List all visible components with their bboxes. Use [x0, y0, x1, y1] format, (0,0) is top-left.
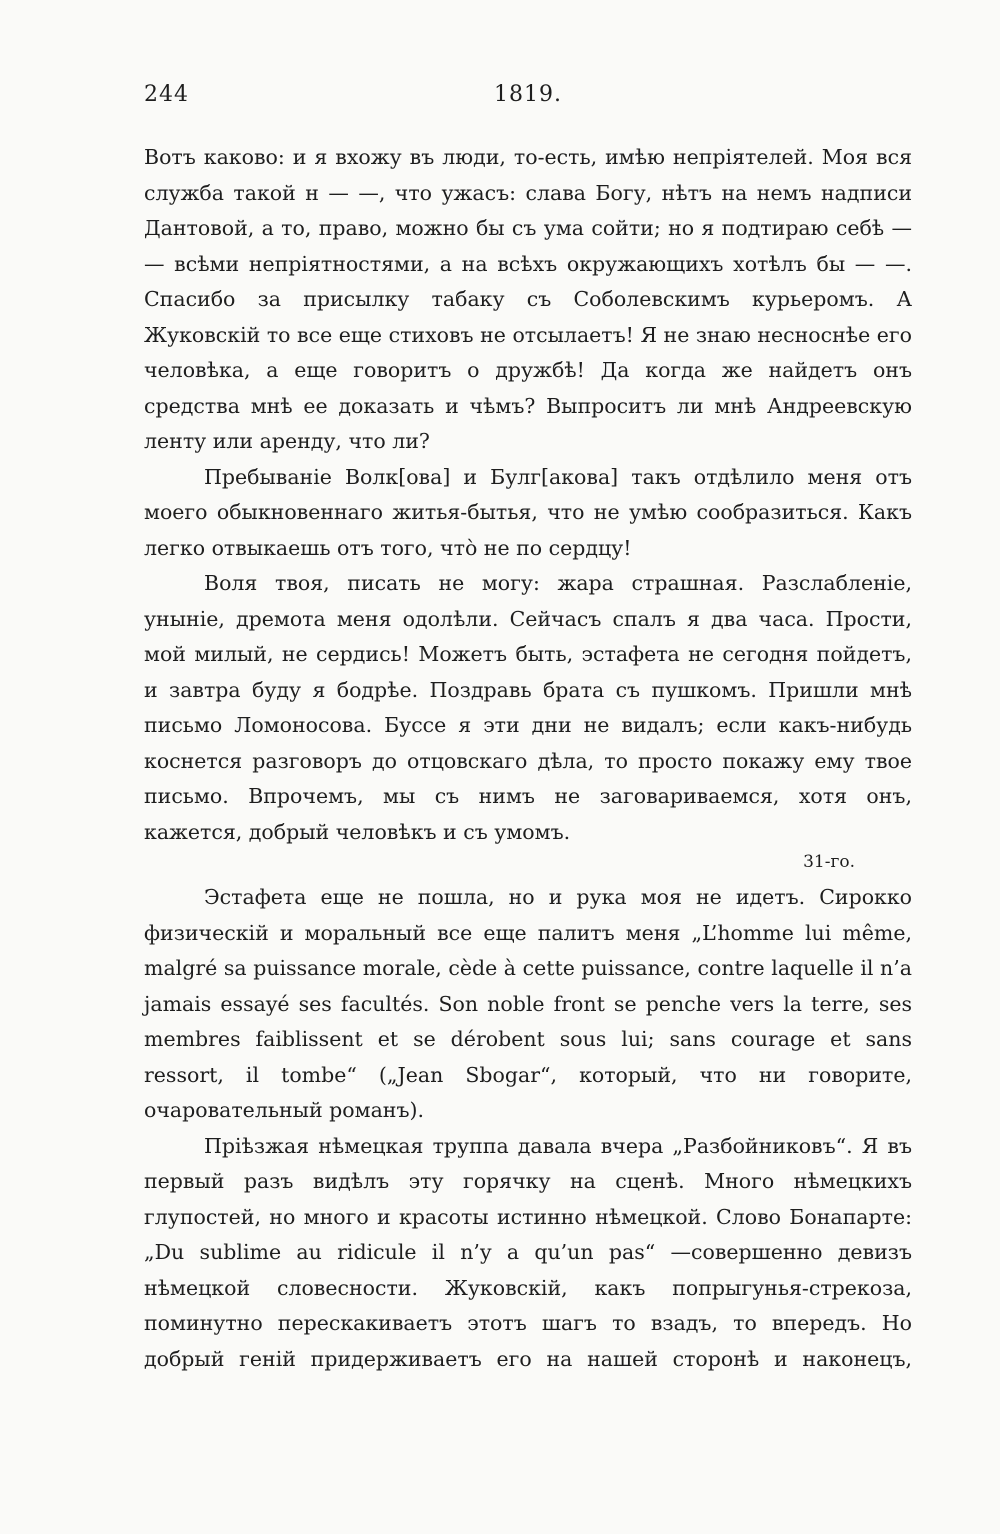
page-header [144, 82, 914, 118]
letter-text-block [144, 880, 912, 1377]
paragraph: Вотъ каково: и я вхожу въ люди, то-есть, имѣю непріятелей. Моя вся служба такой н — —, что ужасъ: слава Богу, нѣтъ на немъ надписи Дантовой, а то, право, можно бы съ ума сойти; но я подтираю себѣ — — всѣми непріятностями, а на всѣхъ окружающихъ хотѣлъ бы — —. Спасибо за присылку табаку съ Соболевскимъ курьеромъ. А Жуковскій то все еще стиховъ не отсылаетъ! Я не знаю несноснѣе его человѣка, а еще говоритъ о дружбѣ! Да когда же найдетъ онъ средства мнѣ ее доказать и чѣмъ? Выпроситъ ли мнѣ Андреевскую ленту или аренду, что ли? [144, 145, 912, 453]
paragraph: Пребываніе Волк[ова] и Булг[акова] такъ отдѣлило меня отъ моего обыкновеннаго житья-бытья, что не умѣю сообразиться. Какъ легко отвыкаешь отъ того, что̀ не по сердцу! [144, 464, 912, 560]
paragraph: Пріѣзжая нѣмецкая труппа давала вчера „Разбойниковъ“. Я въ первый разъ видѣлъ эту горячку на сценѣ. Много нѣмецкихъ глупостей, но много и красоты истинно нѣмецкой. Слово Бонапарте: „Du sublime au ridicule il n’y a qu’un pas“ —совершенно девизъ нѣмецкой словесности. Жуковскій, какъ попрыгунья-стрекоза, поминутно перескакиваетъ этотъ шагъ то взадъ, то впередъ. Но добрый геній придерживаетъ его на нашей сторонѣ и наконецъ, [144, 1133, 912, 1371]
dateline: 31-го. [803, 852, 855, 872]
paragraph: Эстафета еще не пошла, но и рука моя не идетъ. Сирокко физическій и моральный все еще палитъ меня „L’homme lui même, malgré sa puissance morale, cède à cette puissance, contre laquelle il n’a jamais essayé ses facultés. Son noble front se penche vers la terre, ses membres faiblissent et se dérobent sous lui; sans courage et sans ressort, il tombe“ („Jean Sbogar“, который, что ни говорите, очаровательный романъ). [144, 885, 912, 1122]
letter-text-block [144, 140, 912, 850]
page-number: 244 [144, 82, 189, 107]
paragraph: Воля твоя, писать не могу: жара страшная. Разслабленіе, уныніе, дремота меня одолѣли. Сейчасъ спалъ я два часа. Прости, мой милый, не сердись! Можетъ быть, эстафета не сегодня пойдетъ, и завтра буду я бодрѣе. Поздравь брата съ пушкомъ. Пришли мнѣ письмо Ломоносова. Буссе я эти дни не видалъ; если какъ-нибудь коснется разговоръ до отцовскаго дѣла, то просто покажу ему твое письмо. Впрочемъ, мы съ нимъ не заговариваемся, хотя онъ, кажется, добрый человѣкъ и съ умомъ. [144, 571, 912, 844]
running-head-year: 1819. [494, 82, 562, 107]
